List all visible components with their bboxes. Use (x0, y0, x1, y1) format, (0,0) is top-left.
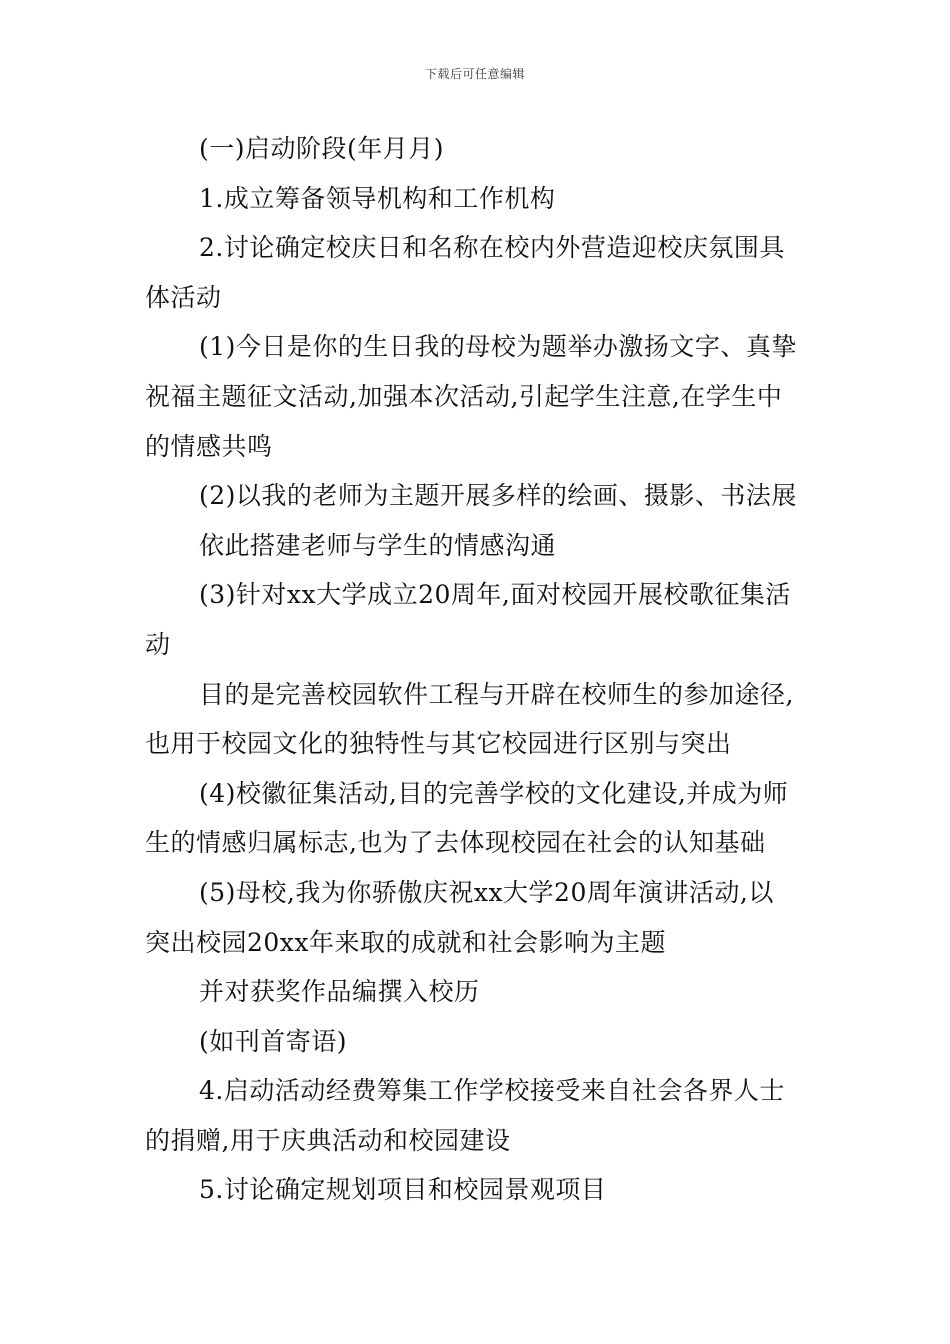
text-line: (4)校徽征集活动,目的完善学校的文化建设,并成为师 (199, 778, 789, 808)
text-line: 突出校园20xx年来取的成就和社会影响为主题 (145, 927, 667, 957)
text-line: (3)针对xx大学成立20周年,面对校园开展校歌征集活 (199, 580, 791, 610)
text-line: 并对获奖作品编撰入校历 (199, 977, 480, 1007)
header-note: 下载后可任意编辑 (424, 67, 525, 81)
text-line: 4.启动活动经费筹集工作学校接受来自社会各界人士 (199, 1076, 785, 1106)
document-body (145, 124, 810, 1215)
text-line: (5)母校,我为你骄傲庆祝xx大学20周年演讲活动,以 (199, 877, 774, 907)
text-line: (如刊首寄语) (199, 1026, 348, 1056)
text-line: 1.成立筹备领导机构和工作机构 (199, 183, 556, 213)
text-line: 也用于校园文化的独特性与其它校园进行区别与突出 (145, 729, 732, 759)
text-line: 的情感共鸣 (145, 431, 273, 461)
text-line: 的捐赠,用于庆典活动和校园建设 (145, 1125, 511, 1155)
text-line: (一)启动阶段(年月月) (199, 134, 445, 163)
text-line: 祝福主题征文活动,加强本次活动,引起学生注意,在学生中 (145, 381, 783, 411)
text-line: 生的情感归属标志,也为了去体现校园在社会的认知基础 (145, 828, 766, 858)
text-line: 5.讨论确定规划项目和校园景观项目 (199, 1175, 607, 1205)
text-line: (2)以我的老师为主题开展多样的绘画、摄影、书法展 (199, 481, 797, 511)
text-line: 体活动 (145, 282, 222, 312)
text-line: (1)今日是你的生日我的母校为题举办激扬文字、真挚 (199, 332, 797, 362)
text-line: 动 (145, 629, 171, 659)
text-line: 依此搭建老师与学生的情感沟通 (199, 530, 557, 560)
text-line: 目的是完善校园软件工程与开辟在校师生的参加途径, (199, 679, 794, 709)
text-line: 2.讨论确定校庆日和名称在校内外营造迎校庆氛围具 (199, 233, 785, 263)
